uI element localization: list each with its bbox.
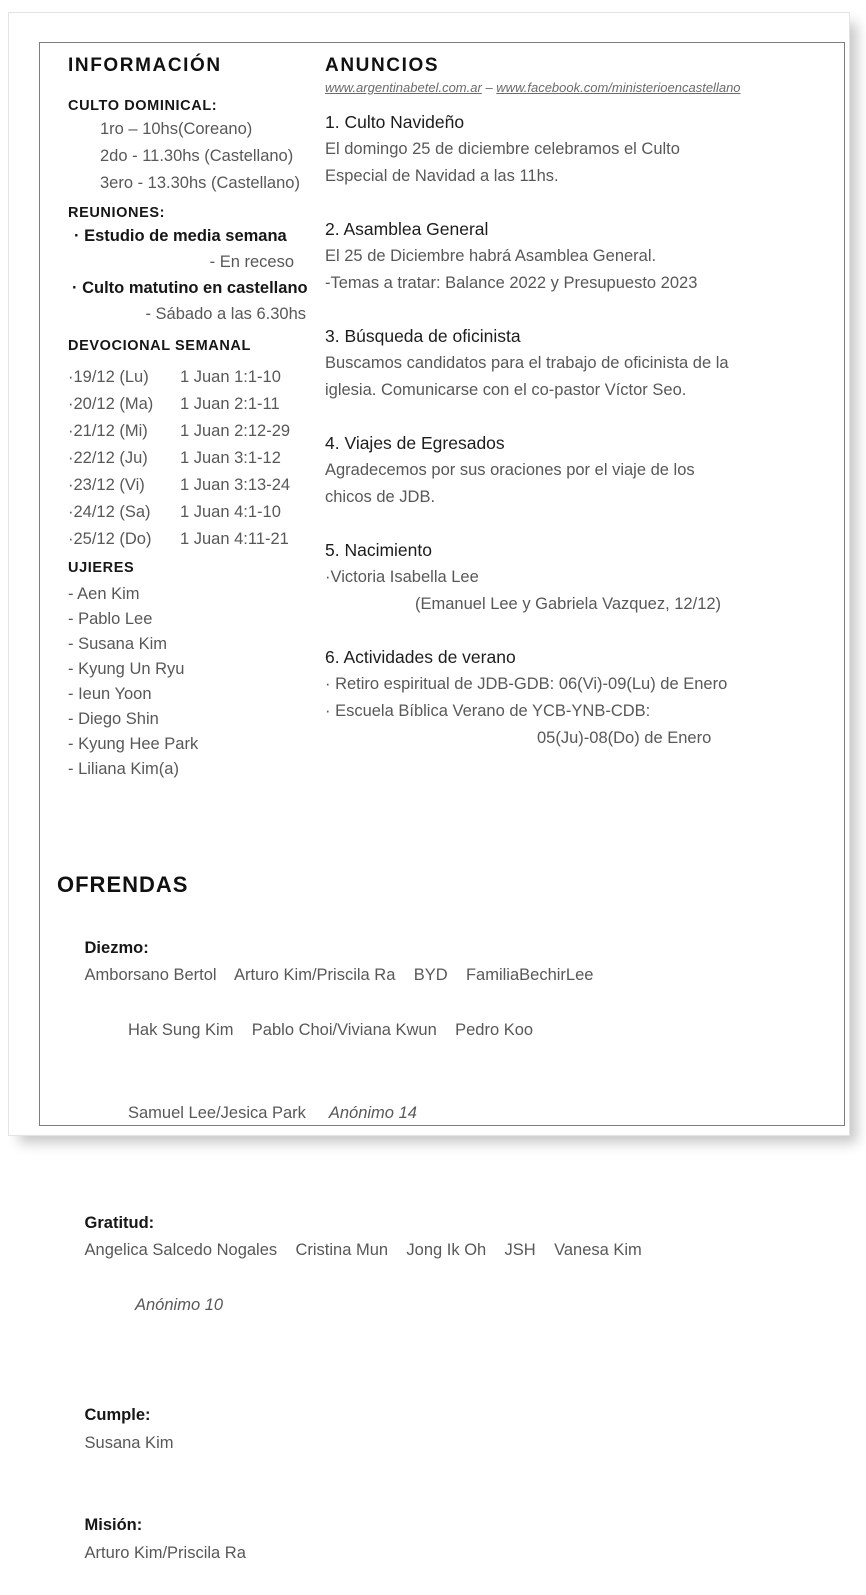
devocional-passage: 1 Juan 3:1-12 [180,449,281,467]
ujier-item: - Diego Shin [68,710,159,728]
diezmo-names [128,1100,827,1128]
reuniones-label: REUNIONES: [68,205,166,221]
ofrenda-mision [57,1485,827,1595]
diezmo-label: Diezmo: [84,938,149,957]
ujier-item: - Ieun Yoon [68,685,152,703]
mision-names: Arturo Kim/Priscila Ra [84,1543,246,1562]
announcement-text: ·Victoria Isabella Lee [325,568,479,586]
ofrendas-section [57,872,827,1595]
announcement-text: -Temas a tratar: Balance 2022 y Presupuesto 2023 [325,274,698,292]
announcement-text: El 25 de Diciembre habrá Asamblea General. [325,247,657,265]
devocional-table [68,364,318,553]
announcement-title: 5. Nacimiento [325,540,432,560]
gratitud-names: Angelica Salcedo Nogales Cristina Mun Jong Ik Oh JSH Vanesa Kim [84,1241,642,1259]
reunion-name: · Estudio de media semana [74,227,287,245]
website-links [325,80,825,95]
devocional-row [68,364,318,391]
devocional-row [68,526,318,553]
informacion-section [68,55,318,782]
cumple-names: Susana Kim [84,1433,174,1452]
devocional-row [68,445,318,472]
announcement-text: El domingo 25 de diciembre celebramos el Culto [325,140,680,158]
culto-time: 3ero - 13.30hs (Castellano) [100,174,300,192]
anuncios-title: ANUNCIOS [325,55,440,76]
announcement-title: 3. Búsqueda de oficinista [325,326,521,346]
reunion-detail: - Sábado a las 6.30hs [145,305,306,323]
ujier-item: - Pablo Lee [68,610,153,628]
ofrendas-title: OFRENDAS [57,872,189,897]
devocional-date: ·23/12 (Vi) [68,476,145,494]
announcement-culto-navideno [325,109,825,190]
devocional-row [68,391,318,418]
ofrenda-gratitud [57,1182,827,1375]
announcement-text: Especial de Navidad a las 11hs. [325,167,559,185]
culto-time: 1ro – 10hs(Coreano) [100,120,253,138]
betel-website-link[interactable]: www.argentinabetel.com.ar [325,80,482,95]
ofrenda-cumple [57,1375,827,1485]
diezmo-names: Hak Sung Kim Pablo Choi/Viviana Kwun Pedro Koo [128,1021,534,1039]
ujier-item: - Kyung Un Ryu [68,660,185,678]
devocional-passage: 1 Juan 3:13-24 [180,476,291,494]
announcement-viajes-egresados [325,430,825,511]
devocional-passage: 1 Juan 2:12-29 [180,422,291,440]
announcement-text: 05(Ju)-08(Do) de Enero [537,729,712,747]
devocional-date: ·24/12 (Sa) [68,503,151,521]
anuncios-section [325,55,825,778]
devocional-passage: 1 Juan 4:1-10 [180,503,281,521]
link-separator: – [485,80,493,95]
reunion-name: · Culto matutino en castellano [72,279,308,297]
announcement-text: chicos de JDB. [325,488,436,506]
devocional-date: ·25/12 (Do) [68,530,152,548]
ujier-item: - Kyung Hee Park [68,735,199,753]
ofrenda-diezmo [57,907,827,1182]
devocional-date: ·21/12 (Mi) [68,422,148,440]
announcement-text: iglesia. Comunicarse con el co-pastor Víctor Seo. [325,381,687,399]
ujier-item: - Aen Kim [68,585,140,603]
announcement-title: 6. Actividades de verano [325,647,516,667]
reunion-detail: - En receso [209,253,294,271]
announcement-title: 1. Culto Navideño [325,112,465,132]
announcement-asamblea-general [325,216,825,297]
devocional-label: DEVOCIONAL SEMANAL [68,338,251,354]
devocional-date: ·20/12 (Ma) [68,395,154,413]
gratitud-label: Gratitud: [84,1213,155,1232]
informacion-title: INFORMACIÓN [68,55,222,76]
announcement-busqueda-oficinista [325,323,825,404]
announcement-title: 2. Asamblea General [325,219,489,239]
devocional-passage: 1 Juan 2:1-11 [180,395,280,413]
ujieres-label: UJIERES [68,560,135,576]
announcement-text: Agradecemos por sus oraciones por el viaje de los [325,461,695,479]
culto-dominical-times [100,116,318,197]
culto-dominical-label: CULTO DOMINICAL: [68,98,218,114]
devocional-date: ·22/12 (Ju) [68,449,148,467]
diezmo-names: Amborsano Bertol Arturo Kim/Priscila Ra BYD FamiliaBechirLee [84,966,594,984]
devocional-passage: 1 Juan 1:1-10 [180,368,281,386]
ujier-item: - Susana Kim [68,635,168,653]
diezmo-names-part: Samuel Lee/Jesica Park [128,1103,329,1122]
announcement-text: · Retiro espiritual de JDB-GDB: 06(Vi)-09(Lu) de Enero [325,675,728,693]
devocional-date: ·19/12 (Lu) [68,368,149,386]
gratitud-anonimo: Anónimo 10 [135,1296,224,1314]
announcement-text: Buscamos candidatos para el trabajo de oficinista de la [325,354,729,372]
devocional-row [68,499,318,526]
diezmo-anonimo: Anónimo 14 [328,1103,417,1122]
ujieres-list [68,582,318,782]
announcement-text: · Escuela Bíblica Verano de YCB-YNB-CDB: [325,702,651,720]
announcement-actividades-verano [325,644,825,752]
cumple-label: Cumple: [84,1406,151,1424]
ujier-item: - Liliana Kim(a) [68,760,179,778]
announcement-title: 4. Viajes de Egresados [325,433,505,453]
devocional-passage: 1 Juan 4:11-21 [180,530,289,548]
devocional-row [68,472,318,499]
facebook-link[interactable]: www.facebook.com/ministerioencastellano [496,80,741,95]
announcement-nacimiento [325,537,825,618]
devocional-row [68,418,318,445]
mision-label: Misión: [84,1516,143,1534]
culto-time: 2do - 11.30hs (Castellano) [100,147,294,165]
announcement-text: (Emanuel Lee y Gabriela Vazquez, 12/12) [415,595,722,613]
